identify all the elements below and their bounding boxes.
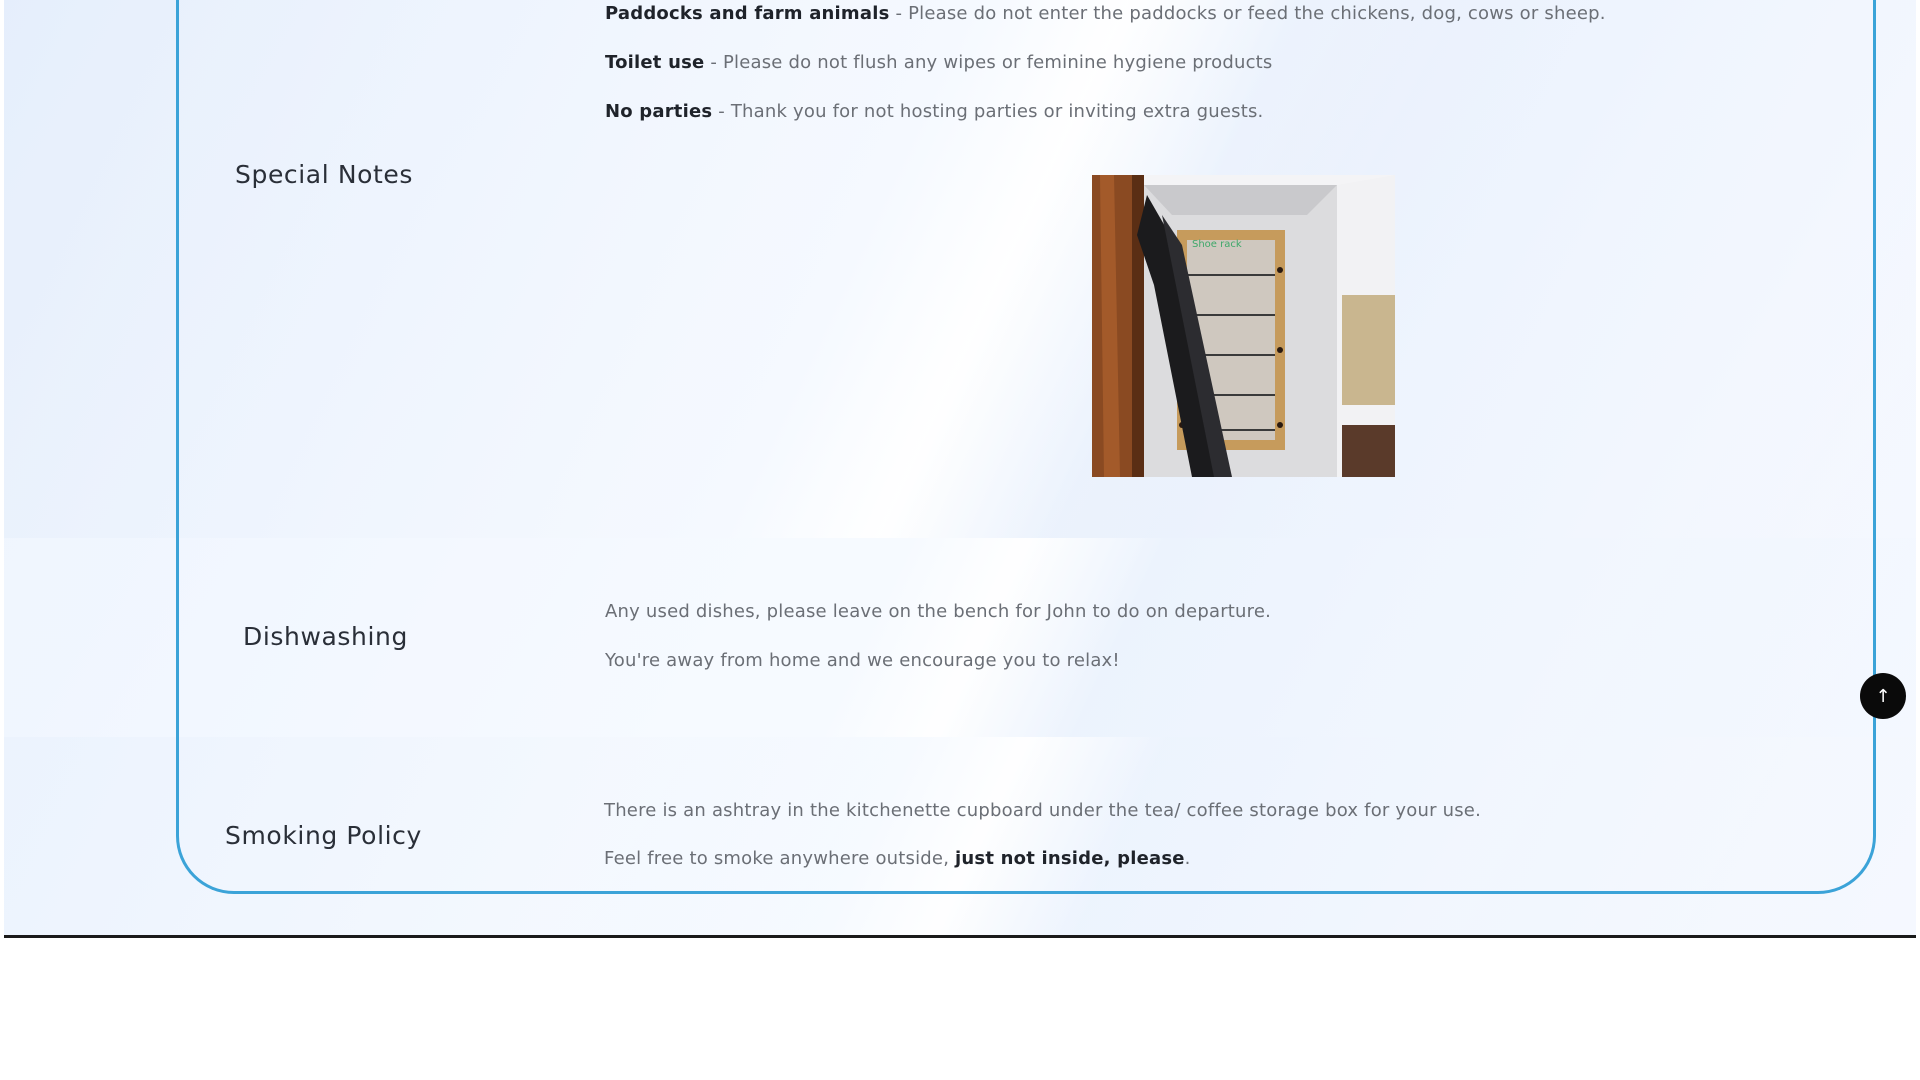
shoe-rack-illustration: [1092, 175, 1395, 477]
house-rules-card: [176, 0, 1876, 894]
rule-paddocks-label: Paddocks and farm animals: [605, 3, 890, 24]
smoking-line-1: There is an ashtray in the kitchenette cupboard under the tea/ coffee storage box for your use.: [604, 800, 1482, 821]
back-to-top-button[interactable]: [1860, 673, 1906, 719]
smoking-line-2-bold: just not inside, please: [955, 848, 1185, 869]
smoking-line-2-suffix: .: [1184, 848, 1191, 869]
smoking-policy-title: Smoking Policy: [225, 821, 422, 850]
smoking-line-2: [604, 848, 1191, 869]
footer-divider: [4, 935, 1916, 938]
dishwashing-line-1: Any used dishes, please leave on the bench for John to do on departure.: [605, 601, 1272, 622]
rule-paddocks-text: - Please do not enter the paddocks or feed the chickens, dog, cows or sheep.: [889, 3, 1606, 24]
rule-parties: [605, 101, 1263, 122]
rule-paddocks: [605, 3, 1606, 24]
page-background: [4, 0, 1916, 936]
smoking-line-2-prefix: Feel free to smoke anywhere outside,: [604, 848, 956, 869]
rule-toilet-label: Toilet use: [605, 52, 705, 73]
rule-parties-text: - Thank you for not hosting parties or inviting extra guests.: [712, 101, 1264, 122]
dishwashing-title: Dishwashing: [243, 622, 408, 651]
dishwashing-line-2: You're away from home and we encourage you to relax!: [605, 650, 1120, 671]
rule-toilet-text: - Please do not flush any wipes or feminine hygiene products: [704, 52, 1273, 73]
shoe-rack-caption: Shoe rack: [1192, 239, 1242, 250]
special-notes-title: Special Notes: [235, 160, 414, 189]
arrow-up-icon: ↑: [1875, 685, 1891, 707]
rule-toilet: [605, 52, 1273, 73]
shoe-rack-photo: [1092, 175, 1395, 477]
rule-parties-label: No parties: [605, 101, 713, 122]
